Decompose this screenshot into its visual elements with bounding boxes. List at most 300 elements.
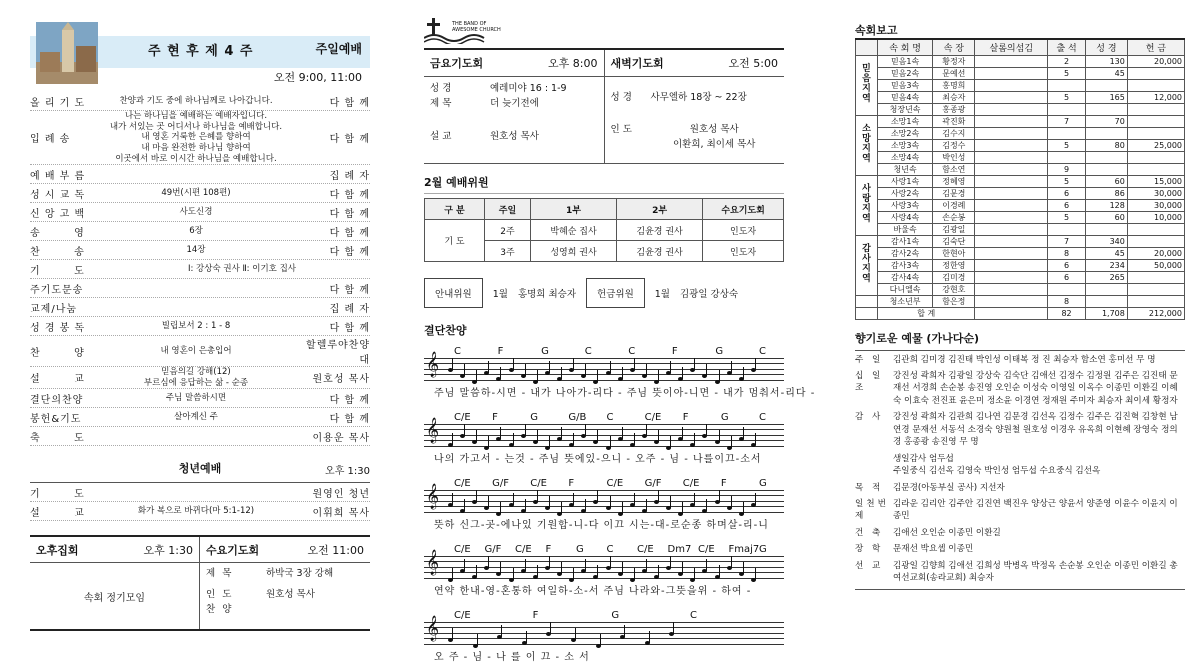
report-cell: 5 [1048, 139, 1086, 151]
report-cell: 6 [1048, 199, 1086, 211]
chord-symbol: F [497, 346, 504, 357]
chord-symbol: C [759, 412, 766, 423]
report-cell: 6 [1048, 187, 1086, 199]
report-cell [975, 295, 1048, 307]
report-cell [975, 67, 1048, 79]
afternoon-header [30, 537, 370, 563]
order-leader: 다 함 께 [329, 97, 370, 109]
note-stem [682, 562, 683, 574]
offering-usher-names: 김광일 강상숙 [680, 289, 739, 300]
order-row [30, 260, 370, 279]
usher-names: 홍명희 최승자 [517, 289, 577, 300]
offering-names: 김애선 오인순 이종민 이환길 [893, 527, 1001, 538]
note-stem [755, 433, 756, 445]
chord-symbol: C/E [530, 478, 547, 489]
offering-row [855, 354, 1185, 366]
note-stem [452, 358, 453, 370]
report-cell: 황정자 [933, 55, 975, 67]
dawn-scripture: 사무엘하 18장 ~ 22장 [650, 92, 747, 103]
chord-symbol: G [759, 478, 767, 489]
usher-label: 안내위원 [424, 278, 483, 308]
report-header-cell: 헌 금 [1127, 39, 1184, 55]
note-stem [706, 559, 707, 571]
report-cell [1086, 127, 1128, 139]
offering-category [855, 453, 893, 478]
note-stem [561, 427, 562, 439]
lyric-line: 주님 말씀하-시면 - 내가 나아가-리다 - 주님 뜻이아-니면 - 내가 멈춰서-리다 - [434, 388, 816, 399]
report-cell: 정한영 [933, 259, 975, 271]
wednesday-details [200, 563, 370, 629]
treble-clef-icon: 𝄞 [426, 418, 440, 443]
lyric-line: 연약 한내-영-혼통하 여일하-소-서 주님 나라와-그뜻을위 - 하여 - [434, 586, 752, 597]
total-cell: 82 [1048, 307, 1086, 319]
report-cell [975, 79, 1048, 91]
report-row [856, 115, 1185, 127]
note-stem [464, 559, 465, 571]
report-row [856, 283, 1185, 295]
wed-praise-label: 찬 양 [206, 603, 234, 615]
note-stem [513, 568, 514, 580]
order-row [30, 241, 370, 260]
chord-symbol: F [532, 610, 539, 621]
order-leader: 다 함 께 [329, 413, 370, 425]
note-stem [501, 625, 502, 637]
committee-cell: 성영희 권사 [531, 241, 617, 262]
order-content: 14장 [186, 244, 206, 255]
report-cell: 김정수 [933, 139, 975, 151]
note-group [448, 620, 784, 646]
note-stem [600, 634, 601, 646]
offering-names: 김문경(아동부실 공사) 지선자 [893, 482, 1005, 493]
note-stem [755, 358, 756, 370]
note-stem [513, 493, 514, 505]
note-stem [658, 370, 659, 382]
offering-row [855, 453, 1185, 478]
report-cell: 소망3속 [878, 139, 933, 151]
report-cell: 8 [1048, 247, 1086, 259]
note-stem [585, 364, 586, 376]
report-cell [975, 163, 1048, 175]
note-stem [561, 502, 562, 514]
note-stem [743, 427, 744, 439]
chord-symbol: C/E [698, 544, 715, 555]
report-cell: 80 [1086, 139, 1128, 151]
note-stem [597, 430, 598, 442]
right-column [855, 0, 1185, 590]
chord-symbol: G/B [568, 412, 587, 423]
note-stem [649, 631, 650, 643]
report-cell: 박인성 [933, 151, 975, 163]
report-cell: 김수지 [933, 127, 975, 139]
chord-symbol: C/E [515, 544, 532, 555]
order-label: 봉헌&기도 [30, 413, 82, 425]
staff-line [424, 412, 784, 470]
treble-clef-icon: 𝄞 [426, 616, 440, 641]
committee-header: 수요기도회 [703, 199, 784, 220]
order-row [30, 389, 370, 408]
youth-label: 기 도 [30, 488, 85, 500]
order-content: 주님 말씀하시면 [165, 393, 227, 404]
dawn-lead-label: 인 도 [610, 124, 632, 136]
report-cell [1048, 223, 1086, 235]
order-row [30, 222, 370, 241]
note-stem [755, 568, 756, 580]
note-group [448, 356, 784, 382]
note-stem [585, 424, 586, 436]
report-cell: 문예선 [933, 67, 975, 79]
note-stem [525, 424, 526, 436]
report-cell: 340 [1086, 235, 1128, 247]
report-cell: 김숙단 [933, 235, 975, 247]
report-cell [1086, 79, 1128, 91]
report-cell: 사랑4속 [878, 211, 933, 223]
chord-symbol: C/E [454, 544, 471, 555]
chord-symbol: C [690, 610, 697, 621]
report-cell: 감사4속 [878, 271, 933, 283]
order-leader: 할렐루야찬양대 [306, 340, 370, 367]
report-cell: 홍종광 [933, 103, 975, 115]
note-stem [670, 496, 671, 508]
note-stem [719, 565, 720, 577]
note-stem [452, 433, 453, 445]
report-cell [1127, 127, 1184, 139]
order-content: 믿음의길 강해(12) 부르심에 응답하는 삶 - 순종 [143, 367, 249, 388]
note-stem [537, 565, 538, 577]
church-image [36, 22, 98, 84]
report-row [856, 151, 1185, 163]
wed-lead: 원호성 목사 [266, 589, 315, 601]
prayer-meetings [424, 48, 784, 164]
note-stem [622, 502, 623, 514]
class-report-table [855, 38, 1185, 320]
offering-row [855, 498, 1185, 523]
note-stem [694, 493, 695, 505]
chord-symbol: C/E [644, 412, 662, 423]
hymn-score [424, 346, 816, 668]
fri-preacher-label: 설 교 [430, 131, 452, 143]
offering-row [855, 560, 1185, 585]
report-cell [1048, 283, 1086, 295]
youth-time: 오후 1:30 [325, 466, 370, 478]
note-stem [731, 436, 732, 448]
offering-usher-label: 헌금위원 [586, 278, 645, 308]
district-label: 사랑지역 [856, 175, 878, 235]
fri-preacher: 원호성 목사 [490, 131, 539, 143]
note-stem [452, 568, 453, 580]
note-group [448, 554, 784, 580]
report-row [856, 295, 1185, 307]
order-content: 나는 하나님을 예배하는 예배자입니다. 내가 서있는 곳 어디서나 하나님을 예배합니다. 내 영혼 거룩한 은혜를 향하여 내 마음 완전한 하나님 향하여 이곳에서 바로 이시간 하나님을 예배합니다. [109, 111, 283, 164]
total-cell [975, 307, 1048, 319]
report-cell: 사랑2속 [878, 187, 933, 199]
chord-symbol: G/F [644, 478, 662, 489]
note-stem [706, 499, 707, 511]
note-stem [610, 556, 611, 568]
note-stem [719, 370, 720, 382]
note-stem [597, 370, 598, 382]
chord-symbol: C [584, 346, 592, 357]
report-cell [1127, 115, 1184, 127]
order-row [30, 92, 370, 111]
report-title: 속회보고 [855, 24, 898, 37]
report-cell: 5 [1048, 67, 1086, 79]
youth-row [30, 483, 370, 502]
chord-symbol: C/E [682, 478, 700, 489]
dawn-scripture-label: 성 경 [610, 92, 632, 103]
chord-symbol: F [720, 478, 727, 489]
report-cell [1048, 151, 1086, 163]
chord-symbol: C/E [606, 478, 624, 489]
note-stem [575, 628, 576, 640]
fri-scripture: 예레미야 16 : 1-9 [490, 83, 567, 94]
report-cell [975, 115, 1048, 127]
note-stem [526, 631, 527, 643]
order-leader: 다 함 께 [329, 246, 370, 258]
chord-symbol: G [576, 544, 584, 555]
lyric-line: 오 주 - 님 - 나 를 이 끄 - 소 서 [434, 652, 590, 663]
committee-cell: 3주 [485, 241, 531, 262]
report-cell: 함은정 [933, 295, 975, 307]
committee-cell: 인도자 [703, 241, 784, 262]
wednesday-title: 수요기도회 [206, 543, 260, 557]
report-cell [975, 175, 1048, 187]
note-stem [513, 358, 514, 370]
order-leader: 다 함 께 [329, 208, 370, 220]
report-cell: 김문경 [933, 187, 975, 199]
report-cell: 5 [1048, 211, 1086, 223]
report-cell: 165 [1086, 91, 1128, 103]
report-row [856, 127, 1185, 139]
report-cell: 감사1속 [878, 235, 933, 247]
note-stem [646, 364, 647, 376]
wed-topic: 하박국 3장 강해 [266, 568, 334, 580]
report-cell [975, 187, 1048, 199]
staff-line [424, 478, 784, 536]
offering-category: 목 적 [855, 482, 884, 493]
chord-symbol: C [606, 412, 614, 423]
chord-symbol: C [759, 346, 766, 357]
report-cell: 김미경 [933, 271, 975, 283]
offering-row [855, 543, 1185, 555]
order-leader: 다 함 께 [329, 227, 370, 239]
chord-symbol: C [454, 346, 461, 357]
note-stem [673, 622, 674, 634]
report-cell [1086, 151, 1128, 163]
note-stem [634, 493, 635, 505]
order-label: 송 영 [30, 227, 85, 239]
note-stem [464, 424, 465, 436]
order-leader: 원호성 목사 [312, 374, 370, 386]
note-stem [452, 628, 453, 640]
report-cell: 15,000 [1127, 175, 1184, 187]
order-label: 성 경 봉 독 [30, 322, 86, 334]
report-cell [1127, 223, 1184, 235]
order-row [30, 203, 370, 222]
report-row [856, 187, 1185, 199]
youth-order [30, 482, 370, 521]
offering-names: 강진성 곽희자 김광일 강상숙 김숙단 김애선 김정수 김정원 김주은 김진태 문재선 서경희 손순봉 송진영 오인순 이성숙 이영일 이옥수 이종민 이환길 이혜숙 이효숙 전진표 윤은미 정소윤 이경연 정재원 주미자 최승자 최이세 황정자 [893, 370, 1178, 406]
report-cell [975, 199, 1048, 211]
order-label: 축 도 [30, 432, 85, 444]
order-label: 기 도 [30, 265, 85, 277]
offering-usher-month: 1월 [654, 289, 670, 300]
note-stem [488, 436, 489, 448]
report-cell: 김광일 [933, 223, 975, 235]
wed-lead-label: 인 도 [206, 589, 234, 601]
report-header-cell [856, 39, 878, 55]
offering-names: 생일감사 엄두섭 주일중식 김선옥 김영숙 박인성 엄두섭 수요중식 김선옥 [893, 453, 1101, 477]
order-label: 예 배 부 름 [30, 170, 86, 182]
note-stem [537, 490, 538, 502]
wed-topic-label: 제 목 [206, 568, 234, 580]
order-leader: 이용운 목사 [312, 432, 370, 444]
chord-symbol: G [720, 412, 729, 423]
order-content: Ⅰ: 강상숙 권사 Ⅱ: 이기호 집사 [187, 263, 296, 274]
report-cell: 바울속 [878, 223, 933, 235]
order-row [30, 279, 370, 298]
dawn-time: 오전 5:00 [728, 57, 778, 70]
report-row [856, 175, 1185, 187]
report-cell: 5 [1048, 91, 1086, 103]
note-stem [525, 499, 526, 511]
report-cell [1127, 295, 1184, 307]
offering-category: 장 학 [855, 544, 884, 555]
report-cell: 곽진화 [933, 115, 975, 127]
order-label: 신 앙 고 백 [30, 208, 86, 220]
report-cell: 8 [1048, 295, 1086, 307]
note-stem [476, 490, 477, 502]
note-stem [755, 493, 756, 505]
committee-cell: 김윤경 권사 [617, 220, 703, 241]
chord-symbol: C [606, 544, 614, 555]
report-cell [975, 127, 1048, 139]
order-label: 결단의찬양 [30, 394, 84, 406]
report-cell [975, 223, 1048, 235]
chord-symbol: C [628, 346, 636, 357]
report-cell [975, 103, 1048, 115]
report-cell [975, 235, 1048, 247]
offering-category: 십 일 조 [855, 370, 884, 394]
chord-symbol: G [530, 412, 538, 423]
report-row [856, 247, 1185, 259]
order-row [30, 427, 370, 446]
committee-header: 주일 [485, 199, 531, 220]
note-group [448, 422, 784, 448]
treble-clef-icon: 𝄞 [426, 352, 440, 377]
order-content: 빌립보서 2 : 1 - 8 [161, 320, 231, 331]
note-stem [706, 364, 707, 376]
note-stem [670, 361, 671, 373]
report-cell [1086, 223, 1128, 235]
report-cell [975, 283, 1048, 295]
report-cell [975, 55, 1048, 67]
offering-category: 선 교 [855, 560, 884, 571]
chord-symbol: G [759, 544, 767, 555]
note-stem [573, 358, 574, 370]
order-leader: 다 함 께 [329, 322, 370, 334]
offering-category: 일천번제 [855, 499, 889, 522]
report-cell [1127, 283, 1184, 295]
report-cell: 믿음3속 [878, 79, 933, 91]
report-header-cell: 속 장 [933, 39, 975, 55]
note-stem [646, 424, 647, 436]
report-cell: 20,000 [1127, 247, 1184, 259]
report-cell [1086, 163, 1128, 175]
sunday-banner [30, 22, 370, 84]
wednesday-time: 오전 11:00 [307, 543, 364, 557]
chord-symbol: Fmaj7 [728, 544, 760, 555]
offering-names: 문재선 박요셉 이종민 [893, 544, 974, 555]
order-content: 6장 [189, 225, 203, 236]
note-stem [706, 424, 707, 436]
report-cell: 소망4속 [878, 151, 933, 163]
order-label: 성 시 교 독 [30, 189, 86, 201]
district-label: 소망지역 [856, 115, 878, 175]
youth-header [30, 460, 370, 476]
report-cell: 70 [1086, 115, 1128, 127]
note-stem [525, 364, 526, 376]
report-cell: 강현호 [933, 283, 975, 295]
report-row [856, 163, 1185, 175]
report-row [856, 235, 1185, 247]
logo-text: THE BAND OF AWESOME CHURCH [452, 21, 501, 33]
report-cell: 20,000 [1127, 55, 1184, 67]
report-cell [975, 271, 1048, 283]
report-cell: 손순봉 [933, 211, 975, 223]
order-leader: 다 함 께 [329, 134, 370, 146]
report-cell: 130 [1086, 55, 1128, 67]
order-content: 사도신경 [179, 206, 213, 217]
report-cell: 9 [1048, 163, 1086, 175]
report-cell: 소망1속 [878, 115, 933, 127]
note-stem [731, 496, 732, 508]
report-cell: 사랑1속 [878, 175, 933, 187]
order-row [30, 298, 370, 317]
offering-names: 김관희 김미경 김진태 박인성 이태복 정 진 최승자 함소연 홍미선 무 명 [893, 354, 1156, 365]
staff-line [424, 610, 784, 668]
order-leader: 집 례 자 [329, 170, 370, 182]
note-stem [488, 496, 489, 508]
report-cell: 사랑3속 [878, 199, 933, 211]
chord-symbol: G/F [492, 478, 509, 489]
class-meeting: 속회 정기모임 [30, 563, 200, 629]
report-cell [1086, 103, 1128, 115]
treble-clef-icon: 𝄞 [426, 550, 440, 575]
committee-cell: 인도자 [703, 220, 784, 241]
note-stem [477, 634, 478, 646]
report-header-cell: 살롬의섬김 [975, 39, 1048, 55]
dawn-lead: 원호성 목사 이환희, 최이세 목사 [673, 124, 756, 150]
report-cell: 이경례 [933, 199, 975, 211]
report-row [856, 139, 1185, 151]
offering-row [855, 370, 1185, 407]
order-label: 주기도문송 [30, 284, 84, 296]
order-row [30, 184, 370, 203]
report-cell: 5 [1048, 175, 1086, 187]
note-stem [646, 559, 647, 571]
report-cell: 6 [1048, 271, 1086, 283]
lyric-line: 나의 가고서 - 는것 - 주님 뜻에있-으니 - 오주 - 님 - 나를이끄-소서 [434, 454, 762, 465]
report-cell [856, 307, 878, 319]
order-label: 교제/나눔 [30, 303, 78, 315]
report-cell: 청년속 [878, 163, 933, 175]
order-content: 찬양과 기도 중에 하나님께로 나아갑니다. [119, 95, 273, 106]
total-cell: 1,708 [1086, 307, 1128, 319]
note-stem [622, 427, 623, 439]
report-cell [1086, 295, 1128, 307]
report-cell: 50,000 [1127, 259, 1184, 271]
note-stem [694, 568, 695, 580]
